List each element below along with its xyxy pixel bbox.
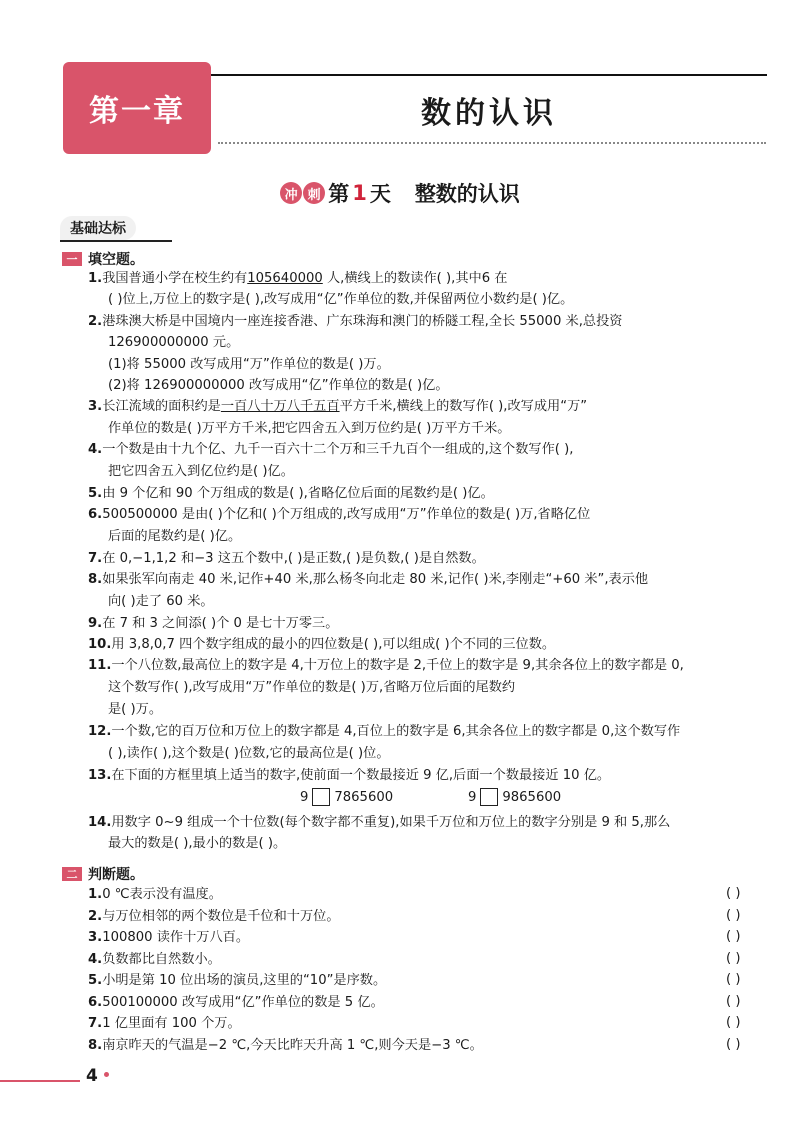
question-number: 8. bbox=[88, 1037, 103, 1053]
question-line bbox=[108, 593, 214, 611]
question-line bbox=[88, 313, 622, 331]
part1-title: 填空题。 bbox=[88, 252, 144, 268]
answer-box-1[interactable] bbox=[312, 788, 330, 806]
answer-parentheses[interactable]: ( ) bbox=[726, 1015, 741, 1030]
sprint-badge-char-2: 刺 bbox=[303, 182, 325, 204]
question-text: 一个数是由十九个亿、九千一百六十二个万和三千九百个一组成的,这个数写作( ), bbox=[102, 442, 574, 457]
question-number: 2. bbox=[88, 314, 103, 329]
question-line bbox=[108, 745, 390, 763]
question-number: 1. bbox=[88, 887, 103, 902]
question-number: 4. bbox=[88, 442, 103, 457]
question-line bbox=[88, 398, 587, 416]
question-number: 5. bbox=[88, 973, 103, 988]
question-text: 作单位的数是( )万平方千米,把它四舍五入到万位约是( )万平方千米。 bbox=[108, 421, 511, 436]
underlined-number: 一百八十万八千五百 bbox=[220, 399, 340, 414]
question-number: 13. bbox=[88, 768, 112, 783]
judgement-item bbox=[88, 929, 249, 947]
question-number: 6. bbox=[88, 994, 103, 1010]
question-number: 6. bbox=[88, 507, 103, 522]
answer-parentheses[interactable]: ( ) bbox=[726, 907, 741, 923]
question-number: 7. bbox=[88, 1016, 103, 1031]
question-line bbox=[88, 441, 573, 459]
box-item-2 bbox=[468, 788, 561, 807]
question-line bbox=[88, 550, 485, 568]
box-item-2-after: 9865600 bbox=[502, 790, 562, 805]
question-number: 8. bbox=[88, 572, 103, 587]
question-line bbox=[108, 356, 390, 374]
answer-parentheses[interactable]: ( ) bbox=[726, 929, 741, 944]
question-text: 后面的尾数约是( )亿。 bbox=[108, 529, 242, 544]
question-number: 9. bbox=[88, 616, 103, 631]
judgement-item bbox=[88, 951, 221, 969]
section-tag-underline bbox=[60, 240, 172, 242]
question-line bbox=[108, 334, 239, 352]
question-text: 在 0,−1,1,2 和−3 这五个数中,( )是正数,( )是负数,( )是自然数。 bbox=[102, 551, 485, 566]
question-line bbox=[108, 291, 573, 309]
question-line bbox=[88, 636, 555, 654]
box-item-1-after: 7865600 bbox=[334, 790, 394, 805]
question-line bbox=[108, 679, 515, 697]
question-text: 100800 读作十万八百。 bbox=[102, 930, 250, 945]
question-text: 最大的数是( ),最小的数是( )。 bbox=[108, 836, 287, 851]
question-text: 1 亿里面有 100 个万。 bbox=[102, 1016, 241, 1031]
question-line bbox=[88, 767, 610, 785]
lesson-suffix: 天 bbox=[369, 182, 391, 206]
sprint-badge-char-1: 冲 bbox=[280, 182, 302, 204]
question-number: 3. bbox=[88, 930, 103, 945]
question-number: 10. bbox=[88, 637, 112, 652]
question-number: 3. bbox=[88, 399, 103, 414]
question-text: ( ),读作( ),这个数是( )位数,它的最高位是( )位。 bbox=[108, 746, 390, 761]
chapter-dotted-divider bbox=[218, 142, 766, 144]
lesson-title bbox=[0, 178, 800, 208]
question-text: 500500000 是由( )个亿和( )个万组成的,改写成用“万”作单位的数是( )万,省略亿位 bbox=[102, 507, 591, 522]
box-item-1 bbox=[300, 788, 393, 807]
answer-box-2[interactable] bbox=[480, 788, 498, 806]
question-line bbox=[88, 506, 590, 524]
question-text: (2)将 126900000000 改写成用“亿”作单位的数是( )亿。 bbox=[108, 378, 449, 393]
question-text: 南京昨天的气温是−2 ℃,今天比昨天升高 1 ℃,则今天是−3 ℃。 bbox=[102, 1037, 483, 1053]
question-text: 港珠澳大桥是中国境内一座连接香港、广东珠海和澳门的桥隧工程,全长 55000 米,总投资 bbox=[102, 314, 623, 329]
question-text: 人,横线上的数读作( ),其中6 在 bbox=[322, 271, 508, 286]
judgement-item bbox=[88, 1037, 483, 1055]
question-number: 11. bbox=[88, 658, 112, 673]
answer-parentheses[interactable]: ( ) bbox=[726, 1036, 741, 1052]
question-line bbox=[88, 270, 507, 288]
question-text: 是( )万。 bbox=[108, 702, 163, 717]
question-number: 12. bbox=[88, 724, 112, 739]
chapter-label: 第一章 bbox=[63, 62, 211, 154]
question-text: 这个数写作( ),改写成用“万”作单位的数是( )万,省略万位后面的尾数约 bbox=[108, 680, 516, 695]
lesson-prefix: 第 bbox=[328, 182, 350, 206]
underlined-number: 105640000 bbox=[247, 271, 323, 286]
question-line bbox=[108, 463, 294, 481]
judgement-item bbox=[88, 908, 340, 926]
question-text: 负数都比自然数小。 bbox=[102, 951, 221, 967]
question-text: 126900000000 元。 bbox=[108, 335, 240, 350]
question-text: (1)将 55000 改写成用“万”作单位的数是( )万。 bbox=[108, 357, 390, 372]
question-number: 1. bbox=[88, 271, 103, 286]
box-item-1-before: 9 bbox=[300, 790, 309, 805]
judgement-item bbox=[88, 994, 384, 1012]
question-number: 4. bbox=[88, 951, 103, 967]
question-line bbox=[88, 571, 648, 589]
question-number: 7. bbox=[88, 551, 103, 566]
question-text: 500100000 改写成用“亿”作单位的数是 5 亿。 bbox=[102, 994, 384, 1010]
part2-title: 判断题。 bbox=[88, 867, 144, 883]
lesson-day: 1 bbox=[352, 181, 367, 205]
question-text: 一个数,它的百万位和万位上的数字都是 4,百位上的数字是 6,其余各位上的数字都是 0,这个数写作 bbox=[111, 724, 681, 739]
chapter-title: 数的认识 bbox=[421, 96, 557, 131]
sprint-badge bbox=[280, 182, 326, 204]
question-text: 在下面的方框里填上适当的数字,使前面一个数最接近 9 亿,后面一个数最接近 10 亿。 bbox=[111, 768, 611, 783]
question-text: 平方千米,横线上的数写作( ),改写成用“万” bbox=[339, 399, 588, 414]
chapter-header-rule bbox=[211, 74, 767, 76]
question-text: 由 9 个亿和 90 个万组成的数是( ),省略亿位后面的尾数约是( )亿。 bbox=[102, 486, 494, 501]
page-number: 4 bbox=[86, 1066, 98, 1086]
question-text: 0 ℃表示没有温度。 bbox=[102, 887, 222, 902]
question-line bbox=[108, 835, 286, 853]
part1-heading bbox=[62, 249, 144, 269]
answer-parentheses[interactable]: ( ) bbox=[726, 993, 741, 1009]
box-item-2-before: 9 bbox=[468, 790, 477, 805]
question-text: 用数字 0~9 组成一个十位数(每个数字都不重复),如果千万位和万位上的数字分别是 9 和 5,那么 bbox=[111, 815, 671, 830]
part2-heading bbox=[62, 864, 144, 884]
answer-parentheses[interactable]: ( ) bbox=[726, 950, 741, 966]
lesson-topic: 整数的认识 bbox=[414, 182, 520, 206]
part1-number: 一 bbox=[62, 252, 82, 266]
question-line bbox=[88, 615, 338, 633]
question-text: 小明是第 10 位出场的演员,这里的“10”是序数。 bbox=[102, 973, 387, 988]
question-text: 与万位相邻的两个数位是千位和十万位。 bbox=[102, 908, 340, 924]
question-text: 一个八位数,最高位上的数字是 4,十万位上的数字是 2,千位上的数字是 9,其余各位上的数字都是 0, bbox=[111, 658, 684, 673]
question-number: 14. bbox=[88, 815, 112, 830]
judgement-item bbox=[88, 886, 222, 904]
question-number: 2. bbox=[88, 908, 103, 924]
question-text: 长江流域的面积约是 bbox=[102, 399, 221, 414]
question-line bbox=[108, 528, 241, 546]
answer-parentheses[interactable]: ( ) bbox=[726, 972, 741, 987]
judgement-item bbox=[88, 1015, 241, 1033]
question-line bbox=[88, 814, 670, 832]
section-tag: 基础达标 bbox=[60, 216, 136, 240]
question-text: 向( )走了 60 米。 bbox=[108, 594, 214, 609]
judgement-item bbox=[88, 972, 386, 990]
question-line bbox=[108, 377, 449, 395]
question-line bbox=[88, 723, 680, 741]
question-text: 把它四舍五入到亿位约是( )亿。 bbox=[108, 464, 294, 479]
question-text: 我国普通小学在校生约有 bbox=[102, 271, 248, 286]
question-line bbox=[108, 701, 162, 719]
question-number: 5. bbox=[88, 486, 103, 501]
question-line bbox=[88, 485, 494, 503]
question-text: ( )位上,万位上的数字是( ),改写成用“亿”作单位的数,并保留两位小数约是( )亿。 bbox=[108, 292, 574, 307]
question-text: 在 7 和 3 之间添( )个 0 是七十万零三。 bbox=[102, 616, 339, 631]
page-dot bbox=[104, 1072, 109, 1077]
footer-rule bbox=[0, 1080, 80, 1082]
question-text: 用 3,8,0,7 四个数字组成的最小的四位数是( ),可以组成( )个不同的三位数。 bbox=[111, 637, 556, 652]
question-line bbox=[88, 657, 684, 675]
part2-number: 二 bbox=[62, 867, 82, 881]
question-text: 如果张军向南走 40 米,记作+40 米,那么杨冬向北走 80 米,记作( )米,李刚走“+60 米”,表示他 bbox=[102, 572, 649, 587]
answer-parentheses[interactable]: ( ) bbox=[726, 886, 741, 901]
question-line bbox=[108, 420, 510, 438]
